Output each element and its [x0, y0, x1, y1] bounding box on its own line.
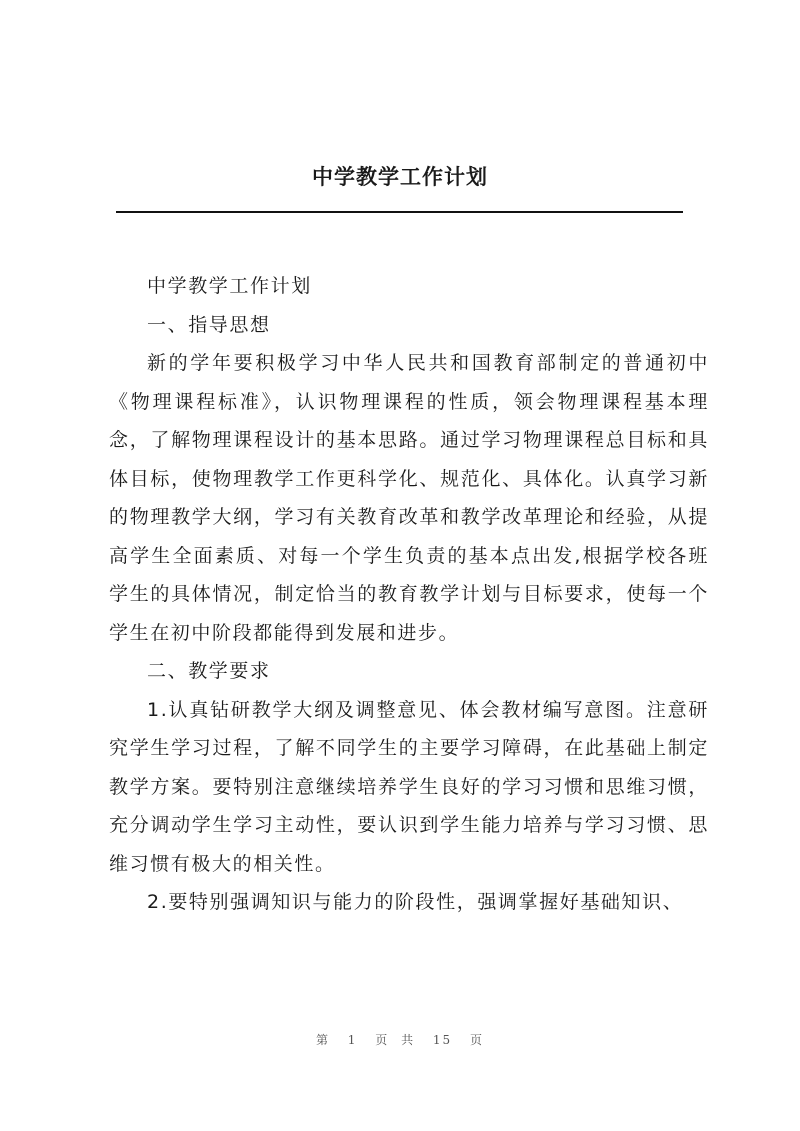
paragraph-requirement-1: 1.认真钻研教学大纲及调整意见、体会教材编写意图。注意研究学生学习过程，了解不同学生的主要学习障碍，在此基础上制定教学方案。要特别注意继续培养学生良好的学习习惯和思维习惯，充分调动学生学习主动性，要认识到学生能力培养与学习习惯、思维习惯有极大的相关性。: [109, 698, 709, 875]
section-heading-1: 一、指导思想: [147, 313, 271, 336]
section-heading-2: 二、教学要求: [147, 660, 271, 682]
footer-label-pages: 页: [470, 1033, 485, 1047]
document-body: [109, 267, 709, 922]
page-title: 中学教学工作计划: [312, 164, 488, 189]
paragraph-heading: 中学教学工作计划: [147, 275, 312, 297]
title-divider: [116, 211, 683, 213]
footer-total-pages: 15: [432, 1033, 453, 1047]
paragraph-guiding-thought: 新的学年要积极学习中华人民共和国教育部制定的普通初中《物理课程标准》，认识物理课程的性质，领会物理课程基本理念，了解物理课程设计的基本思路。通过学习物理课程总目标和具体目标，使物理教学工作更科学化、规范化、具体化。认真学习新的物理教学大纲，学习有关教育改革和教学改革理论和经验，从提高学生全面素质、对每一个学生负责的基本点出发,根据学校各班学生的具体情况，制定恰当的教育教学计划与目标要求，使每一个学生在初中阶段都能得到发展和进步。: [109, 352, 709, 644]
footer-label-page: 第: [315, 1033, 330, 1047]
paragraph-requirement-2: 2.要特别强调知识与能力的阶段性，强调掌握好基础知识、: [147, 891, 684, 913]
footer-current-page: 1: [347, 1033, 358, 1047]
footer-label-of: 页 共: [375, 1033, 416, 1047]
page-footer: [0, 1031, 800, 1048]
